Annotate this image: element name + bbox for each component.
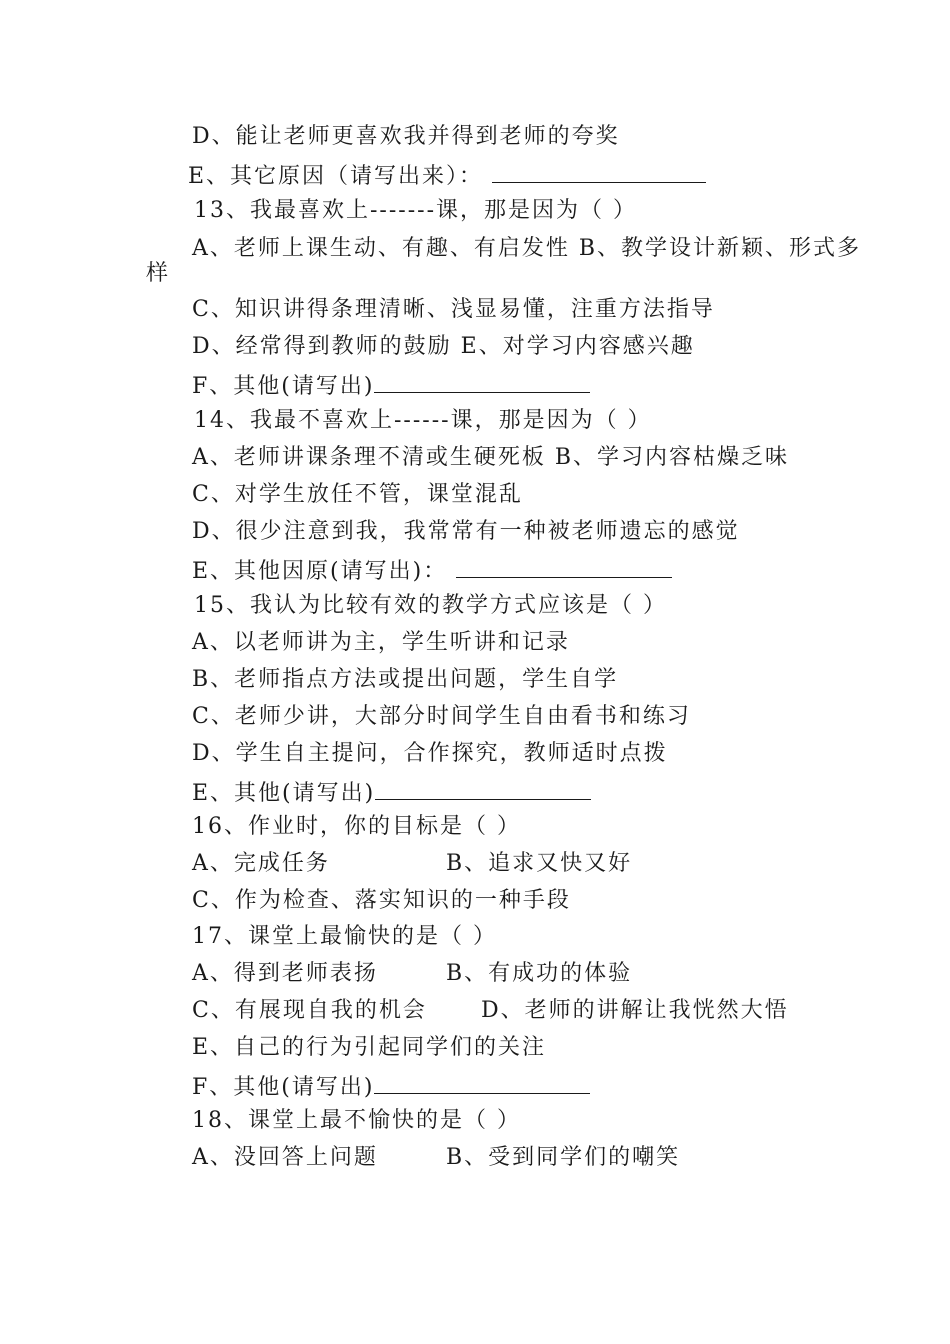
q14-option-c [192, 481, 523, 509]
answer-blank[interactable] [374, 370, 590, 393]
answer-blank[interactable] [374, 1071, 590, 1094]
q14-option-d [192, 518, 740, 546]
q18-option-a [192, 1144, 378, 1172]
question-text: 15、我认为比较有效的教学方式应该是（ ） [194, 593, 667, 618]
q17-option-a [192, 960, 378, 988]
option-text: C、有展现自我的机会 [192, 998, 427, 1023]
question-13 [194, 197, 637, 225]
option-text: C、知识讲得条理清晰、浅显易懂，注重方法指导 [192, 297, 715, 322]
q17-option-c [192, 997, 427, 1025]
option-d-praise [192, 123, 620, 151]
q15-option-e [192, 777, 591, 808]
q13-option-d-e [192, 333, 695, 361]
question-16 [192, 813, 521, 841]
option-text: A、完成任务 [192, 851, 330, 876]
question-15 [194, 592, 667, 620]
question-17 [192, 923, 497, 951]
option-text: D、能让老师更喜欢我并得到老师的夸奖 [192, 124, 620, 149]
option-text: A、老师讲课条理不清或生硬死板 B、学习内容枯燥乏味 [192, 445, 790, 470]
option-text: C、对学生放任不管，课堂混乱 [192, 482, 523, 507]
question-text: 13、我最喜欢上-------课，那是因为（ ） [194, 198, 638, 223]
question-text: 16、作业时，你的目标是（ ） [192, 814, 521, 839]
option-text: B、追求又快又好 [446, 851, 633, 876]
option-text: E、其他(请写出) [192, 781, 376, 806]
option-text: B、有成功的体验 [446, 961, 633, 986]
q15-option-d [192, 740, 668, 768]
option-e-other-reason [188, 160, 706, 191]
q18-option-b [446, 1144, 680, 1172]
question-14 [194, 407, 652, 435]
question-text: 17、课堂上最愉快的是（ ） [192, 924, 497, 949]
option-text: F、其他(请写出) [192, 374, 375, 399]
option-text: A、老师上课生动、有趣、有启发性 B、教学设计新颖、形式多 [192, 236, 862, 261]
q15-option-a [192, 629, 570, 657]
q16-option-a [192, 850, 330, 878]
q15-option-b [192, 666, 618, 694]
question-text: 18、课堂上最不愉快的是（ ） [192, 1108, 521, 1133]
q17-option-b [446, 960, 632, 988]
option-text: E、其它原因（请写出来）： [188, 164, 484, 189]
q14-option-a-b [192, 444, 789, 472]
option-text: B、老师指点方法或提出问题，学生自学 [192, 667, 619, 692]
answer-blank[interactable] [492, 160, 706, 183]
answer-blank[interactable] [456, 555, 672, 578]
option-text: C、作为检查、落实知识的一种手段 [192, 888, 571, 913]
option-text: A、以老师讲为主，学生听讲和记录 [192, 630, 570, 655]
q17-option-f [192, 1071, 590, 1102]
option-text: D、学生自主提问，合作探究，教师适时点拨 [192, 741, 668, 766]
option-text: D、经常得到教师的鼓励 E、对学习内容感兴趣 [192, 334, 695, 359]
option-text: D、老师的讲解让我恍然大悟 [481, 998, 789, 1023]
q14-option-e [192, 555, 672, 586]
option-text: A、得到老师表扬 [192, 961, 378, 986]
q13-option-b-wrap [146, 260, 170, 288]
option-text: C、老师少讲，大部分时间学生自由看书和练习 [192, 704, 691, 729]
option-text: D、很少注意到我，我常常有一种被老师遗忘的感觉 [192, 519, 740, 544]
option-text: E、自己的行为引起同学们的关注 [192, 1035, 547, 1060]
q13-option-a-b [192, 235, 861, 263]
q17-option-d [481, 997, 789, 1025]
q16-option-b [446, 850, 632, 878]
option-text: F、其他(请写出) [192, 1075, 375, 1100]
q17-option-e [192, 1034, 546, 1062]
option-text: 样 [146, 261, 171, 286]
option-text: E、其他因原(请写出)： [192, 559, 448, 584]
question-text: 14、我最不喜欢上------课，那是因为（ ） [194, 408, 652, 433]
question-18 [192, 1107, 521, 1135]
option-text: B、受到同学们的嘲笑 [446, 1145, 681, 1170]
q13-option-f [192, 370, 590, 401]
q15-option-c [192, 703, 691, 731]
q13-option-c [192, 296, 715, 324]
q16-option-c [192, 887, 571, 915]
option-text: A、没回答上问题 [192, 1145, 378, 1170]
answer-blank[interactable] [375, 777, 591, 800]
